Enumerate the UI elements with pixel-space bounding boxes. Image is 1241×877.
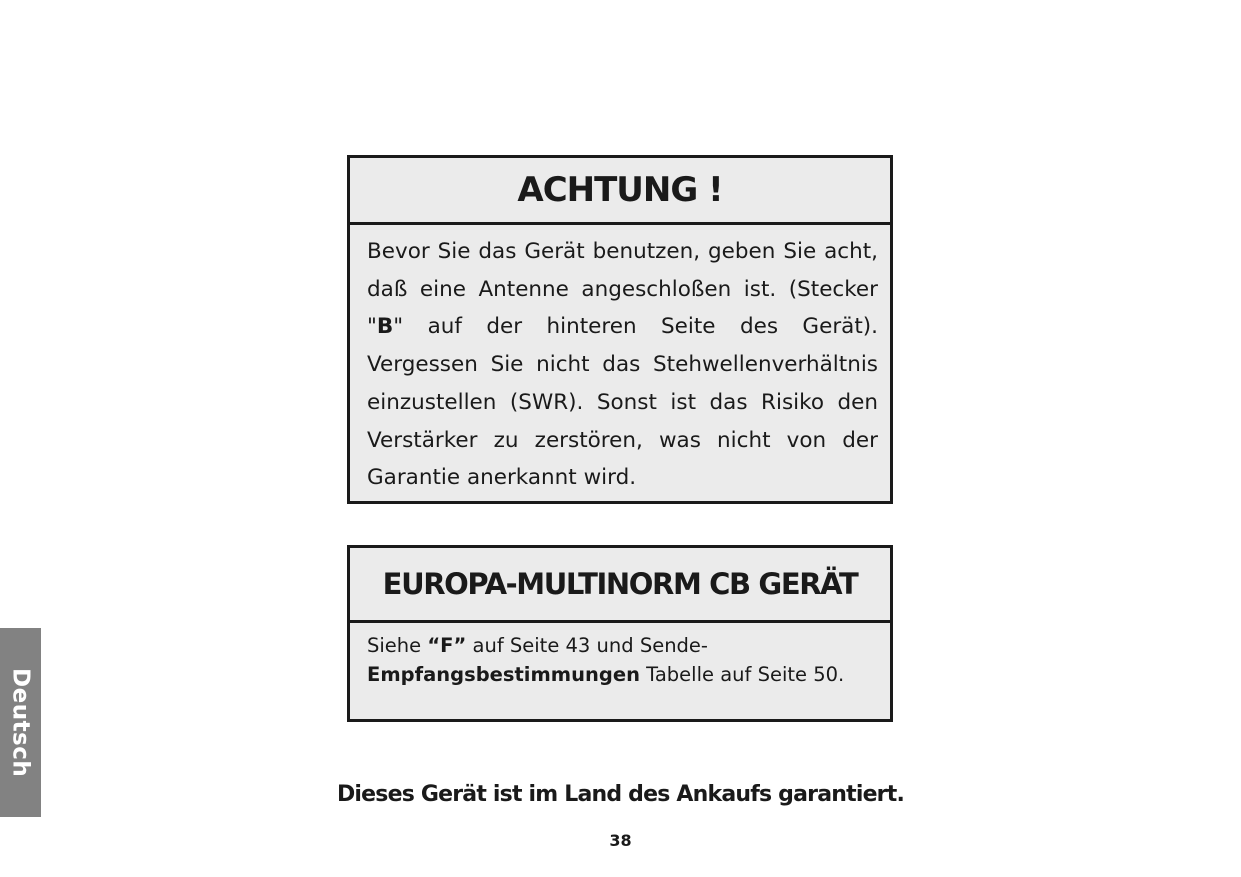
- page-number: 38: [609, 831, 632, 850]
- warning-title: ACHTUNG !: [350, 158, 890, 225]
- multinorm-box: [347, 545, 893, 722]
- multinorm-bold-term: Empfangsbestimmungen: [367, 663, 640, 686]
- multinorm-text-part: Tabelle auf Seite 50.: [639, 663, 845, 686]
- warning-box: [347, 155, 893, 504]
- multinorm-text: [350, 623, 890, 689]
- language-tab-label: Deutsch: [7, 667, 34, 778]
- multinorm-bold-ref: “F”: [427, 634, 467, 657]
- warning-text: [350, 225, 890, 497]
- warning-text-part: " auf der hinteren Seite des Gerät). Vergessen Sie nicht das Stehwellenverhältnis einzustellen (SWR). Sonst ist das Risiko den Verstärker zu zerstören, was nicht von der Garantie anerkannt wird.: [367, 314, 878, 491]
- multinorm-text-part: Siehe: [367, 634, 428, 657]
- multinorm-title: EUROPA-MULTINORM CB GERÄT: [350, 548, 890, 623]
- multinorm-text-part: auf Seite 43 und Sende-: [466, 634, 708, 657]
- guarantee-note: Dieses Gerät ist im Land des Ankaufs garantiert.: [336, 782, 905, 807]
- warning-text-part: Bevor Sie das Gerät benutzen, geben Sie acht, daß eine Antenne angeschloßen ist. (Stecker ": [367, 239, 878, 340]
- connector-label: B: [376, 314, 394, 340]
